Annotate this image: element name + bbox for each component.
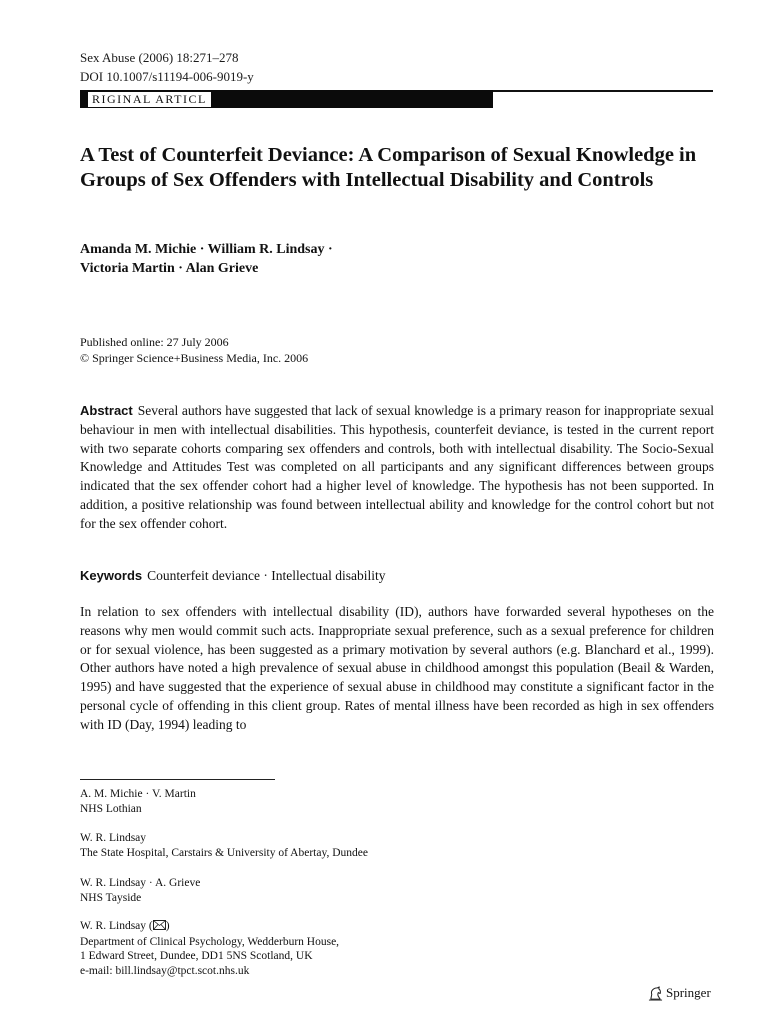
affiliation-names: W. R. Lindsay [80,832,147,844]
journal-reference: Sex Abuse (2006) 18:271–278 [80,50,239,65]
keywords-text: Counterfeit deviance · Intellectual disability [147,568,386,583]
intro-paragraph: In relation to sex offenders with intellectual disability (ID), authors have forwarded several hypotheses on the reasons why men would commit such acts. Inappropriate sexual preference, such as a sexual preference for children or for sexual violence, has been suggested as a primary motivation by several authors (e.g. Blanchard et al., 1999). Other authors have noted a high prevalence of sexual abuse in childhood amongst this population (Beail & Warden, 1995) and have suggested that the experience of sexual abuse in childhood may constitute a significant factor in the personal cycle of offending in this client group. Rates of mental illness have been recorded as high in sex offenders with ID (Day, 1994) leading to [80,604,714,732]
correspondence [80,919,580,978]
doi: DOI 10.1007/s11194-006-9019-y [80,69,254,84]
abstract-heading: Abstract [80,403,133,418]
affiliation-names: W. R. Lindsay · A. Grieve [80,877,201,889]
correspondence-address: 1 Edward Street, Dundee, DD1 5NS Scotland, UK [80,950,313,962]
footnote-rule [80,779,275,780]
author-list [80,240,680,278]
abstract [80,402,714,534]
springer-horse-icon [648,986,663,1001]
author-line: Amanda M. Michie · William R. Lindsay · [80,242,333,257]
affiliation [80,876,580,905]
affiliation [80,787,580,816]
correspondence-department: Department of Clinical Psychology, Wedderburn House, [80,935,340,948]
header-rule [493,90,713,92]
author-line: Victoria Martin · Alan Grieve [80,261,259,276]
published-online: Published online: 27 July 2006 [80,335,229,349]
publication-info [80,334,308,366]
publisher-name: Springer [666,985,711,1000]
affiliation [80,831,580,860]
article-type-label: RIGINAL ARTICL [88,92,211,107]
affiliation-org: NHS Lothian [80,802,142,815]
keywords [80,567,714,586]
affiliation-names: A. M. Michie · V. Martin [80,788,196,800]
correspondence-name: W. R. Lindsay ( ) [80,919,580,935]
copyright: © Springer Science+Business Media, Inc. 2006 [80,351,309,365]
correspondence-email[interactable]: e-mail: bill.lindsay@tpct.scot.nhs.uk [80,964,250,977]
abstract-text: Several authors have suggested that lack of sexual knowledge is a primary reason for inappropriate sexual behaviour in men with intellectual disabilities. This hypothesis, counterfeit deviance, is tested in the current report with two separate cohorts comparing sex offenders and controls, both with intellectual disability. The Socio-Sexual Knowledge and Attitudes Test was completed on all participants and any significant differences between groups indicated that the sex offender cohort had a higher level of knowledge. The hypothesis has not been supported. In addition, a positive relationship was found between intellectual ability and knowledge for the control cohort but not for the sex offender cohort. [80,403,714,531]
keywords-heading: Keywords [80,568,143,583]
envelope-icon [153,920,166,935]
publisher-logo [648,984,711,1002]
article-title: A Test of Counterfeit Deviance: A Comparison of Sexual Knowledge in Groups of Sex Offenders with Intellectual Disability and Controls [80,144,697,191]
affiliation-org: NHS Tayside [80,891,142,904]
affiliation-org: The State Hospital, Carstairs & University of Abertay, Dundee [80,846,368,859]
